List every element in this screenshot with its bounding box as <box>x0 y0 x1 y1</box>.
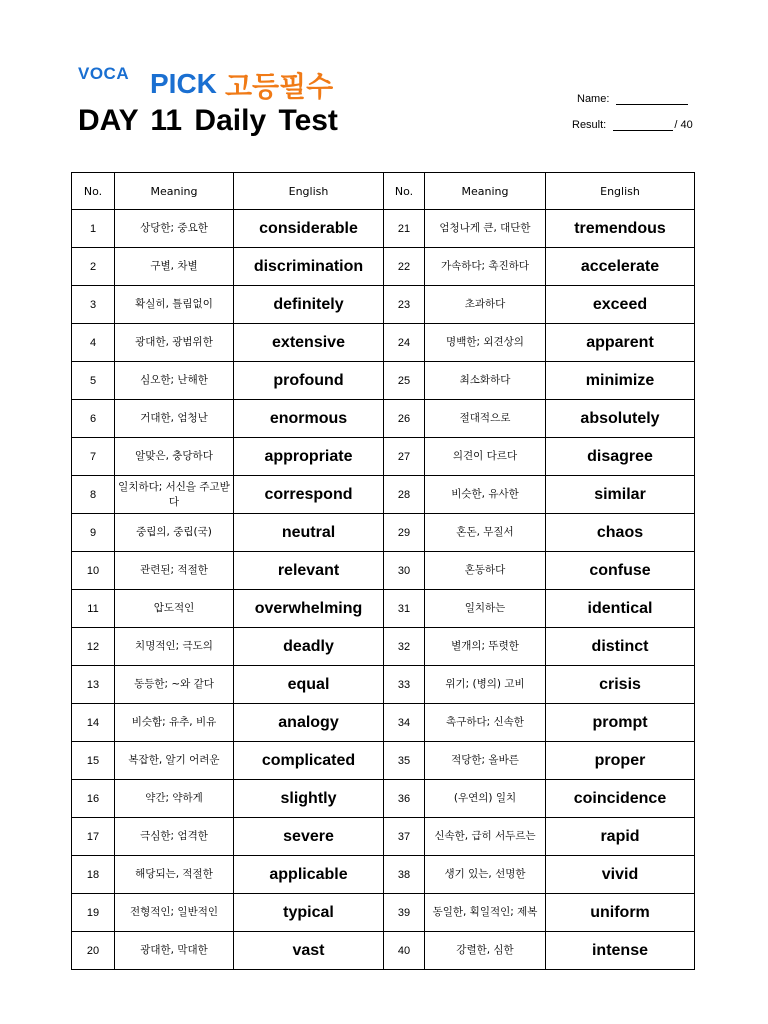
table-row <box>72 286 695 324</box>
word-meaning: 일치하는 <box>425 590 546 628</box>
word-english: exceed <box>546 286 695 324</box>
word-meaning: 극심한; 엄격한 <box>115 818 234 856</box>
result-total: / 40 <box>674 119 693 131</box>
word-english: crisis <box>546 666 695 704</box>
word-english: considerable <box>234 210 384 248</box>
word-meaning: 약간; 약하게 <box>115 780 234 818</box>
table-row <box>72 362 695 400</box>
word-meaning: 생기 있는, 선명한 <box>425 856 546 894</box>
word-meaning: 압도적인 <box>115 590 234 628</box>
word-meaning: 의견이 다르다 <box>425 438 546 476</box>
word-number: 34 <box>384 704 425 742</box>
table-row <box>72 210 695 248</box>
word-number: 21 <box>384 210 425 248</box>
word-english: minimize <box>546 362 695 400</box>
word-meaning: 가속하다; 촉진하다 <box>425 248 546 286</box>
table-row <box>72 894 695 932</box>
word-meaning: 최소화하다 <box>425 362 546 400</box>
word-english: typical <box>234 894 384 932</box>
word-english: uniform <box>546 894 695 932</box>
word-number: 20 <box>72 932 115 970</box>
word-english: accelerate <box>546 248 695 286</box>
header-meaning: Meaning <box>115 173 234 210</box>
table-row <box>72 932 695 970</box>
word-number: 12 <box>72 628 115 666</box>
word-number: 17 <box>72 818 115 856</box>
table-row <box>72 666 695 704</box>
word-meaning: 거대한, 엄청난 <box>115 400 234 438</box>
table-header-row <box>72 173 695 210</box>
table-row <box>72 552 695 590</box>
word-meaning: 혼동하다 <box>425 552 546 590</box>
header-meaning: Meaning <box>425 173 546 210</box>
word-meaning: 초과하다 <box>425 286 546 324</box>
word-english: extensive <box>234 324 384 362</box>
table-row <box>72 818 695 856</box>
word-english: rapid <box>546 818 695 856</box>
word-meaning: 비슷한, 유사한 <box>425 476 546 514</box>
word-number: 37 <box>384 818 425 856</box>
word-english: identical <box>546 590 695 628</box>
word-meaning: 중립의, 중립(국) <box>115 514 234 552</box>
word-number: 16 <box>72 780 115 818</box>
word-meaning: 광대한, 막대한 <box>115 932 234 970</box>
word-english: intense <box>546 932 695 970</box>
word-english: overwhelming <box>234 590 384 628</box>
word-number: 35 <box>384 742 425 780</box>
word-number: 33 <box>384 666 425 704</box>
word-english: profound <box>234 362 384 400</box>
word-english: vivid <box>546 856 695 894</box>
table-row <box>72 780 695 818</box>
word-number: 10 <box>72 552 115 590</box>
name-field <box>577 93 688 105</box>
word-english: deadly <box>234 628 384 666</box>
header-english: English <box>546 173 695 210</box>
word-number: 29 <box>384 514 425 552</box>
word-english: equal <box>234 666 384 704</box>
word-english: absolutely <box>546 400 695 438</box>
word-english: definitely <box>234 286 384 324</box>
word-number: 28 <box>384 476 425 514</box>
word-number: 32 <box>384 628 425 666</box>
brand-korean-text: 고등필수 <box>225 70 334 103</box>
word-english: proper <box>546 742 695 780</box>
voca-logo-text: VOCA <box>78 64 130 83</box>
word-meaning: 전형적인; 일반적인 <box>115 894 234 932</box>
word-number: 27 <box>384 438 425 476</box>
table-row <box>72 324 695 362</box>
result-field <box>572 119 693 131</box>
word-meaning: 상당한; 중요한 <box>115 210 234 248</box>
word-english: complicated <box>234 742 384 780</box>
word-number: 2 <box>72 248 115 286</box>
result-blank-line <box>613 119 673 131</box>
word-english: analogy <box>234 704 384 742</box>
word-meaning: 일치하다; 서신을 주고받다 <box>115 476 234 514</box>
table-row <box>72 742 695 780</box>
word-meaning: 명백한; 외견상의 <box>425 324 546 362</box>
header-no: No. <box>72 173 115 210</box>
word-english: tremendous <box>546 210 695 248</box>
word-meaning: 엄청나게 큰, 대단한 <box>425 210 546 248</box>
table-row <box>72 590 695 628</box>
word-meaning: 치명적인; 극도의 <box>115 628 234 666</box>
table-row <box>72 438 695 476</box>
word-meaning: (우연의) 일치 <box>425 780 546 818</box>
word-english: confuse <box>546 552 695 590</box>
table-row <box>72 476 695 514</box>
word-number: 15 <box>72 742 115 780</box>
word-meaning: 확실히, 틀림없이 <box>115 286 234 324</box>
word-english: similar <box>546 476 695 514</box>
word-meaning: 절대적으로 <box>425 400 546 438</box>
word-number: 24 <box>384 324 425 362</box>
table-row <box>72 856 695 894</box>
word-number: 30 <box>384 552 425 590</box>
table-row <box>72 704 695 742</box>
word-meaning: 혼돈, 무질서 <box>425 514 546 552</box>
word-english: severe <box>234 818 384 856</box>
word-number: 1 <box>72 210 115 248</box>
word-english: enormous <box>234 400 384 438</box>
word-english: correspond <box>234 476 384 514</box>
word-number: 31 <box>384 590 425 628</box>
name-blank-line <box>616 93 688 105</box>
word-number: 5 <box>72 362 115 400</box>
word-meaning: 비슷함; 유추, 비유 <box>115 704 234 742</box>
word-english: relevant <box>234 552 384 590</box>
word-english: applicable <box>234 856 384 894</box>
word-meaning: 강렬한, 심한 <box>425 932 546 970</box>
word-meaning: 관련된; 적절한 <box>115 552 234 590</box>
pick-logo-text: PICK <box>150 68 217 99</box>
word-number: 13 <box>72 666 115 704</box>
word-number: 36 <box>384 780 425 818</box>
word-meaning: 구별, 차별 <box>115 248 234 286</box>
word-number: 39 <box>384 894 425 932</box>
word-meaning: 심오한; 난해한 <box>115 362 234 400</box>
word-number: 6 <box>72 400 115 438</box>
word-meaning: 광대한, 광범위한 <box>115 324 234 362</box>
name-label: Name: <box>577 93 610 105</box>
word-english: discrimination <box>234 248 384 286</box>
word-number: 4 <box>72 324 115 362</box>
word-meaning: 해당되는, 적절한 <box>115 856 234 894</box>
word-number: 40 <box>384 932 425 970</box>
word-number: 22 <box>384 248 425 286</box>
word-number: 7 <box>72 438 115 476</box>
word-english: vast <box>234 932 384 970</box>
word-english: chaos <box>546 514 695 552</box>
page-title: DAY 11 Daily Test <box>78 104 338 137</box>
word-number: 18 <box>72 856 115 894</box>
word-meaning: 위기; (병의) 고비 <box>425 666 546 704</box>
word-english: prompt <box>546 704 695 742</box>
word-number: 38 <box>384 856 425 894</box>
word-number: 9 <box>72 514 115 552</box>
word-english: neutral <box>234 514 384 552</box>
table-row <box>72 514 695 552</box>
result-label: Result: <box>572 119 607 131</box>
word-number: 11 <box>72 590 115 628</box>
word-english: slightly <box>234 780 384 818</box>
word-meaning: 동등한; ~와 같다 <box>115 666 234 704</box>
table-row <box>72 248 695 286</box>
table-row <box>72 628 695 666</box>
vocab-table <box>71 172 695 970</box>
word-number: 19 <box>72 894 115 932</box>
word-meaning: 신속한, 급히 서두르는 <box>425 818 546 856</box>
word-meaning: 알맞은, 충당하다 <box>115 438 234 476</box>
word-meaning: 별개의; 뚜렷한 <box>425 628 546 666</box>
word-english: disagree <box>546 438 695 476</box>
word-english: coincidence <box>546 780 695 818</box>
word-number: 26 <box>384 400 425 438</box>
word-english: distinct <box>546 628 695 666</box>
word-meaning: 촉구하다; 신속한 <box>425 704 546 742</box>
word-meaning: 동일한, 획일적인; 제복 <box>425 894 546 932</box>
word-number: 23 <box>384 286 425 324</box>
word-number: 3 <box>72 286 115 324</box>
header-english: English <box>234 173 384 210</box>
word-number: 25 <box>384 362 425 400</box>
header-no: No. <box>384 173 425 210</box>
word-number: 8 <box>72 476 115 514</box>
word-number: 14 <box>72 704 115 742</box>
word-english: appropriate <box>234 438 384 476</box>
word-english: apparent <box>546 324 695 362</box>
word-meaning: 복잡한, 알기 어려운 <box>115 742 234 780</box>
table-row <box>72 400 695 438</box>
word-meaning: 적당한; 올바른 <box>425 742 546 780</box>
